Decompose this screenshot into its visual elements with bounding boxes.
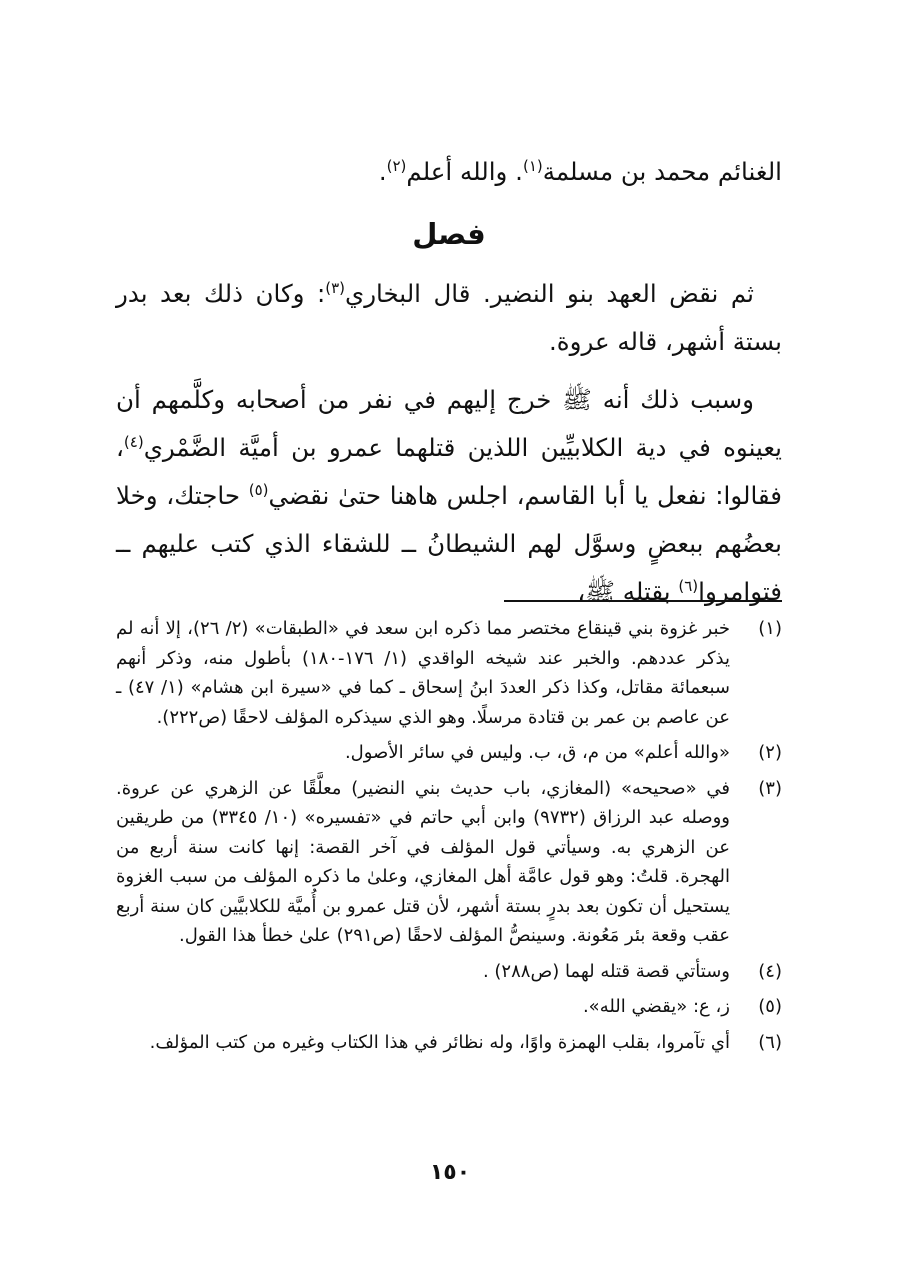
footnote-number: (٦): [758, 1031, 782, 1053]
paragraph-2: [116, 376, 782, 616]
footnote-text: ز، ع: «يقضي الله».: [582, 996, 730, 1017]
footnote-ref-4[interactable]: (٤): [123, 433, 144, 451]
footnote-ref-1[interactable]: (١): [522, 157, 543, 175]
text-segment: حاجتك، وخلا بعضُهم ببعضٍ وسوَّل لهم الشيطانُ ــ للشقاء الذي كتب عليهم ــ فتوامروا: [116, 481, 782, 606]
footnote: [116, 957, 782, 987]
footnote-ref-3[interactable]: (٣): [325, 279, 346, 297]
page-number: ١٥٠: [429, 1160, 471, 1185]
footnote-text: «والله أعلم» من م، ق، ب. وليس في سائر الأصول.: [344, 742, 730, 763]
text-segment: .: [378, 157, 387, 186]
text-segment: ثم نقض العهد بنو النضير. قال البخاري: [345, 279, 755, 308]
text-segment: بقتله ﷺ،: [577, 577, 679, 606]
footnote: [116, 992, 782, 1022]
footnote-ref-5[interactable]: (٥): [248, 481, 269, 499]
text-segment: : وكان ذلك بعد بدر بستة أشهر، قاله عروة.: [116, 279, 782, 356]
main-text: [116, 148, 782, 626]
footnote-number: (٥): [758, 996, 782, 1017]
footnote-ref-6[interactable]: (٦): [678, 577, 699, 595]
footnote: [116, 1028, 782, 1058]
footnote-text: خبر غزوة بني قينقاع مختصر مما ذكره ابن سعد في «الطبقات» (٢/ ٢٦)، إلا أنه لم يذكر عددهم. والخبر عند شيخه الواقدي (١/ ١٧٦-١٨٠) بأطول منه، وذكر أنهم سبعمائة مقاتل، وكذا ذكر العددَ ابنُ إسحاق ـ كما في «سيرة ابن هشام» (١/ ٤٧) ـ عن عاصم بن عمر بن قتادة مرسلًا. وهو الذي سيذكره المؤلف لاحقًا (ص٢٢٢).: [116, 618, 731, 728]
section-heading: فصل: [412, 217, 486, 251]
footnote-number: (٤): [758, 960, 782, 982]
footnote-text: في «صحيحه» (المغازي، باب حديث بني النضير) معلَّقًا عن الزهري عن عروة. ووصله عبد الرزاق (٩٧٣٢) وابن أبي حاتم في «تفسيره» (١٠/ ٣٣٤٥) من طريقين عن الزهري به. وسيأتي قول المؤلف في آخر القصة: إنها كانت سنة أربع من الهجرة. قلتُ: وهو قول عامَّة أهل المغازي، وعلىٰ ما ذكره المؤلف من سبب الغزوة يستحيل أن تكون بعد بدرٍ بستة أشهر، لأن قتل عمرو بن أُميَّة للكلابيَّين كان سنة أربع عقب وقعة بئر مَعُونة. وسينصُّ المؤلف لاحقًا (ص٢٩١) علىٰ خطأ هذا القول.: [116, 777, 730, 946]
footnote-separator: [504, 600, 782, 602]
footnote-number: (١): [758, 618, 782, 639]
footnote-number: (٣): [758, 777, 782, 799]
footnote-number: (٢): [758, 742, 782, 763]
text-segment: . والله أعلم: [406, 157, 523, 186]
text-segment: ، فقالوا: نفعل يا أبا القاسم، اجلس هاهنا حتىٰ نقضي: [116, 433, 783, 510]
footnote: [116, 774, 782, 951]
footnote: [116, 614, 782, 732]
continuation-line: [116, 148, 782, 196]
paragraph-1: [116, 270, 782, 366]
footnote-text: وستأتي قصة قتله لهما (ص٢٨٨) .: [482, 960, 730, 982]
footnote: [116, 738, 782, 768]
text-segment: الغنائم محمد بن مسلمة: [542, 157, 782, 186]
text-segment: وسبب ذلك أنه ﷺ خرج إليهم في نفر من أصحابه وكلَّمهم أن يعينوه في دية الكلابيِّين اللذين قتلهما عمرو بن أميَّة الضَّمْري: [116, 385, 782, 462]
footnote-text: أي تآمروا، بقلب الهمزة واوًا، وله نظائر في هذا الكتاب وغيره من كتب المؤلف.: [149, 1031, 730, 1053]
footnote-ref-2[interactable]: (٢): [386, 157, 407, 175]
footnotes: [116, 614, 782, 1063]
